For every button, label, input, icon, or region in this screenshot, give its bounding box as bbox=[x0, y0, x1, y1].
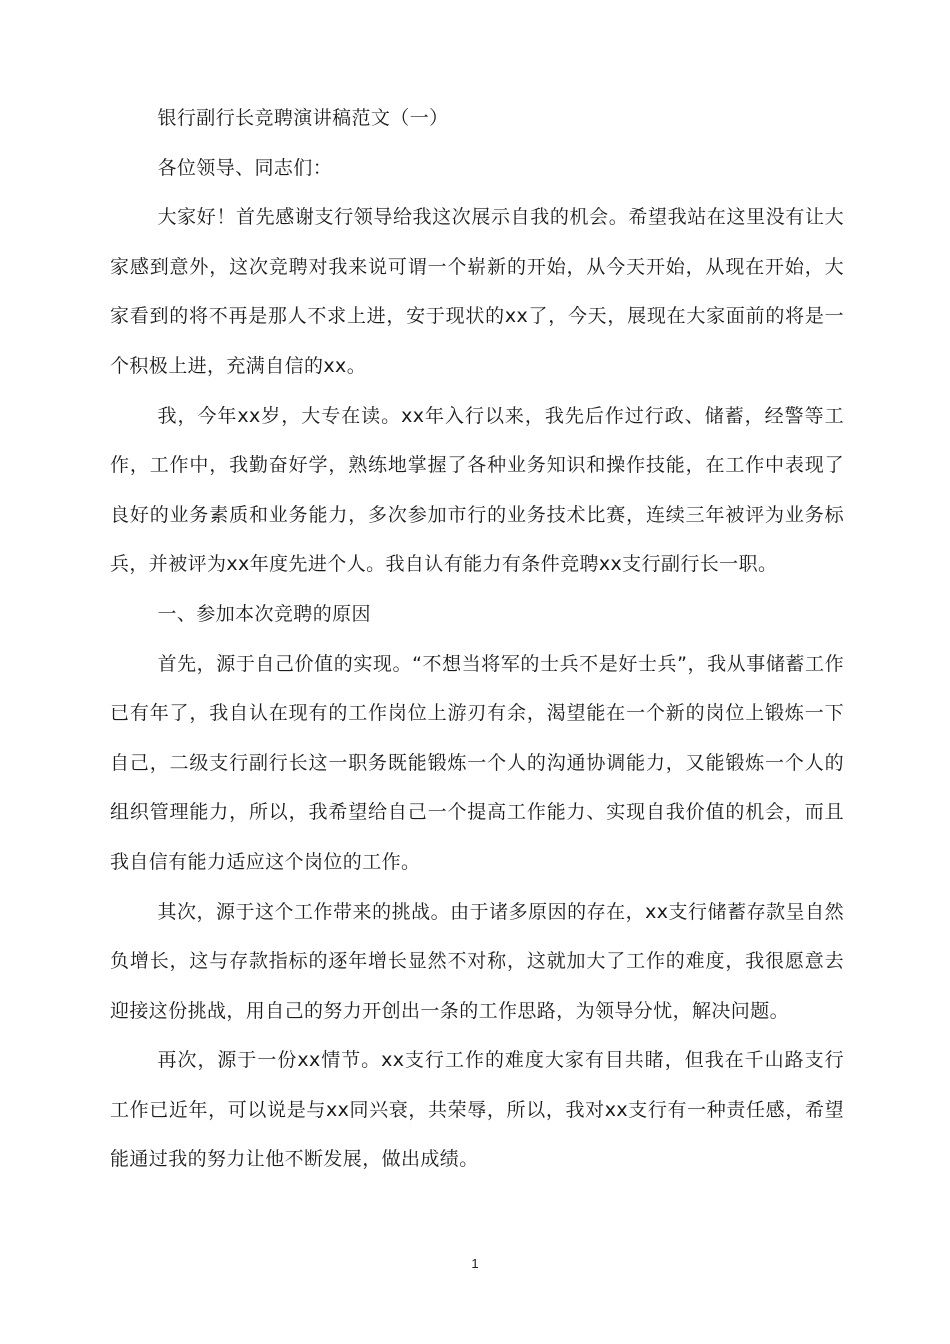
paragraph-greeting: 大家好！首先感谢支行领导给我这次展示自我的机会。希望我站在这里没有让大家感到意外，这次竞聘对我来说可谓一个崭新的开始，从今天开始，从现在开始，大家看到的将不再是那人不求上进，安于现状的xx了，今天，展现在大家面前的将是一个积极上进，充满自信的xx。 bbox=[110, 206, 844, 377]
salutation: 各位领导、同志们： bbox=[157, 156, 333, 179]
page-number: 1 bbox=[471, 1256, 479, 1271]
paragraph-reason-first: 首先，源于自己价值的实现。“不想当将军的士兵不是好士兵”，我从事储蓄工作已有年了，我自认在现有的工作岗位上游刃有余，渴望能在一个新的岗位上锻炼一下自己，二级支行副行长这一职务既能锻炼一个人的沟通协调能力，又能锻炼一个人的组织管理能力，所以，我希望给自己一个提高工作能力、实现自我价值的机会，而且我自信有能力适应这个岗位的工作。 bbox=[110, 652, 844, 873]
document-title: 银行副行长竞聘演讲稿范文（一） bbox=[157, 107, 449, 129]
paragraph-self-introduction: 我，今年xx岁，大专在读。xx年入行以来，我先后作过行政、储蓄，经警等工作，工作中，我勤奋好学，熟练地掌握了各种业务知识和操作技能，在工作中表现了良好的业务素质和业务能力，多次参加市行的业务技术比赛，连续三年被评为业务标兵，并被评为xx年度先进个人。我自认有能力有条件竞聘xx支行副行长一职。 bbox=[110, 404, 844, 576]
document-body bbox=[110, 94, 844, 1185]
paragraph-reason-second: 其次，源于这个工作带来的挑战。由于诸多原因的存在，xx支行储蓄存款呈自然负增长，这与存款指标的逐年增长显然不对称，这就加大了工作的难度，我很愿意去迎接这份挑战，用自己的努力开创出一条的工作思路，为领导分忧，解决问题。 bbox=[110, 900, 844, 1022]
paragraph-reason-third: 再次，源于一份xx情节。xx支行工作的难度大家有目共睹，但我在千山路支行工作已近年，可以说是与xx同兴衰，共荣辱，所以，我对xx支行有一种责任感，希望能通过我的努力让他不断发展，做出成绩。 bbox=[110, 1049, 844, 1171]
section-heading-reasons: 一、参加本次竞聘的原因 bbox=[157, 602, 371, 625]
